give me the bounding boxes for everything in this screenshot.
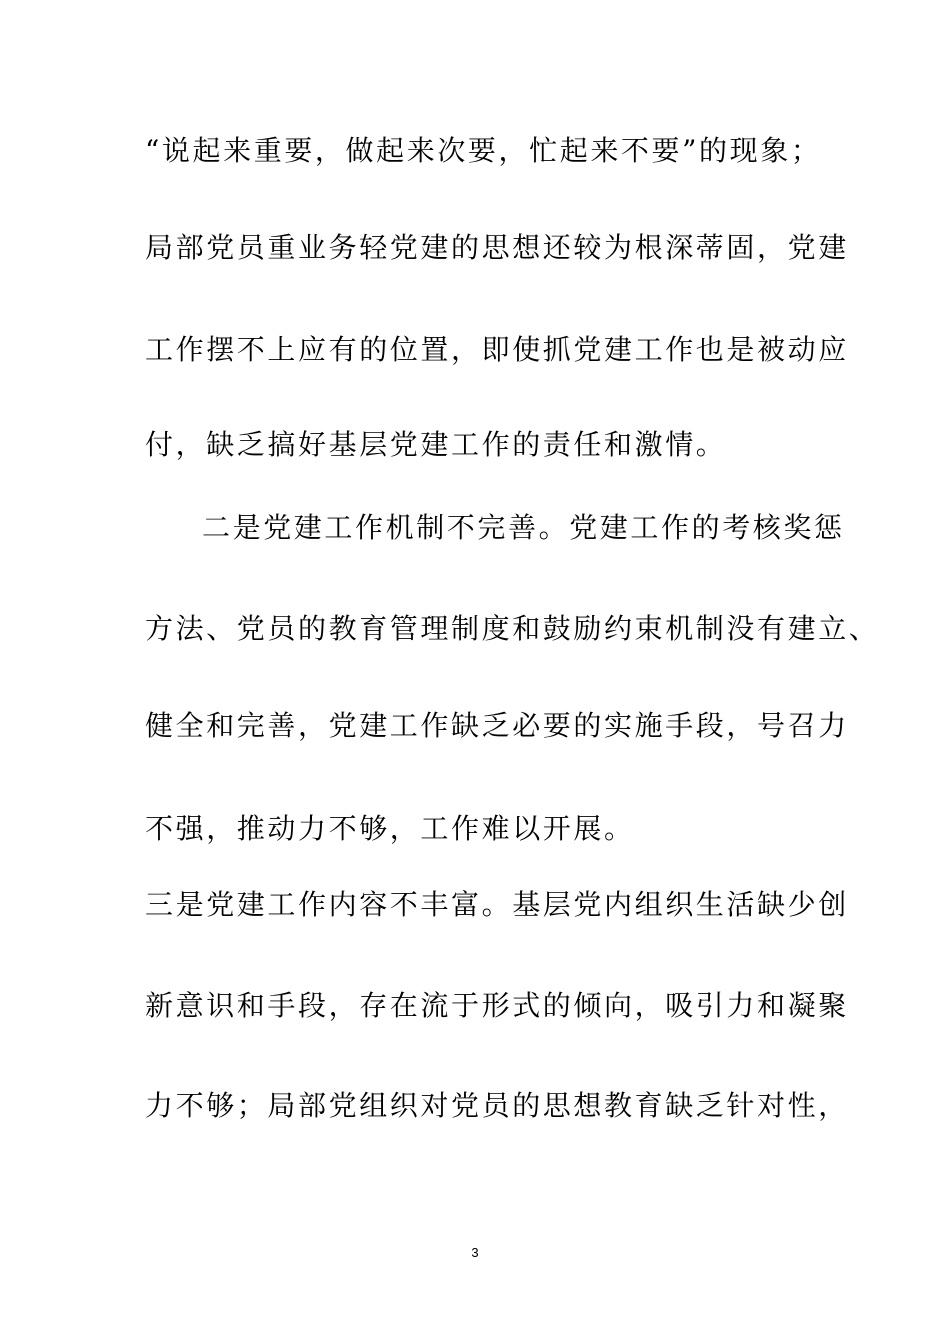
paragraph-3-first-line: 三是党建工作内容不丰富。基层党内组织生活缺少创 bbox=[145, 888, 849, 921]
text-line-2: 局部党员重业务轻党建的思想还较为根深蒂固，党建 bbox=[145, 231, 849, 264]
text-line-1: “说起来重要，做起来次要，忙起来不要”的现象； bbox=[145, 134, 822, 167]
text-line-3: 工作摆不上应有的位置，即使抓党建工作也是被动应 bbox=[145, 333, 849, 366]
text-line-11: 力不够；局部党组织对党员的思想教育缺乏针对性， bbox=[145, 1089, 849, 1122]
text-line-7: 健全和完善，党建工作缺乏必要的实施手段，号召力 bbox=[145, 709, 849, 742]
text-line-6: 方法、党员的教育管理制度和鼓励约束机制没有建立、 bbox=[145, 612, 880, 645]
paragraph-2-first-line: 二是党建工作机制不完善。党建工作的考核奖惩 bbox=[202, 511, 845, 544]
text-line-10: 新意识和手段，存在流于形式的倾向，吸引力和凝聚 bbox=[145, 989, 849, 1022]
text-line-8: 不强，推动力不够，工作难以开展。 bbox=[145, 812, 635, 845]
page-number: 3 bbox=[471, 1245, 479, 1260]
text-line-4: 付，缺乏搞好基层党建工作的责任和激情。 bbox=[145, 428, 727, 461]
